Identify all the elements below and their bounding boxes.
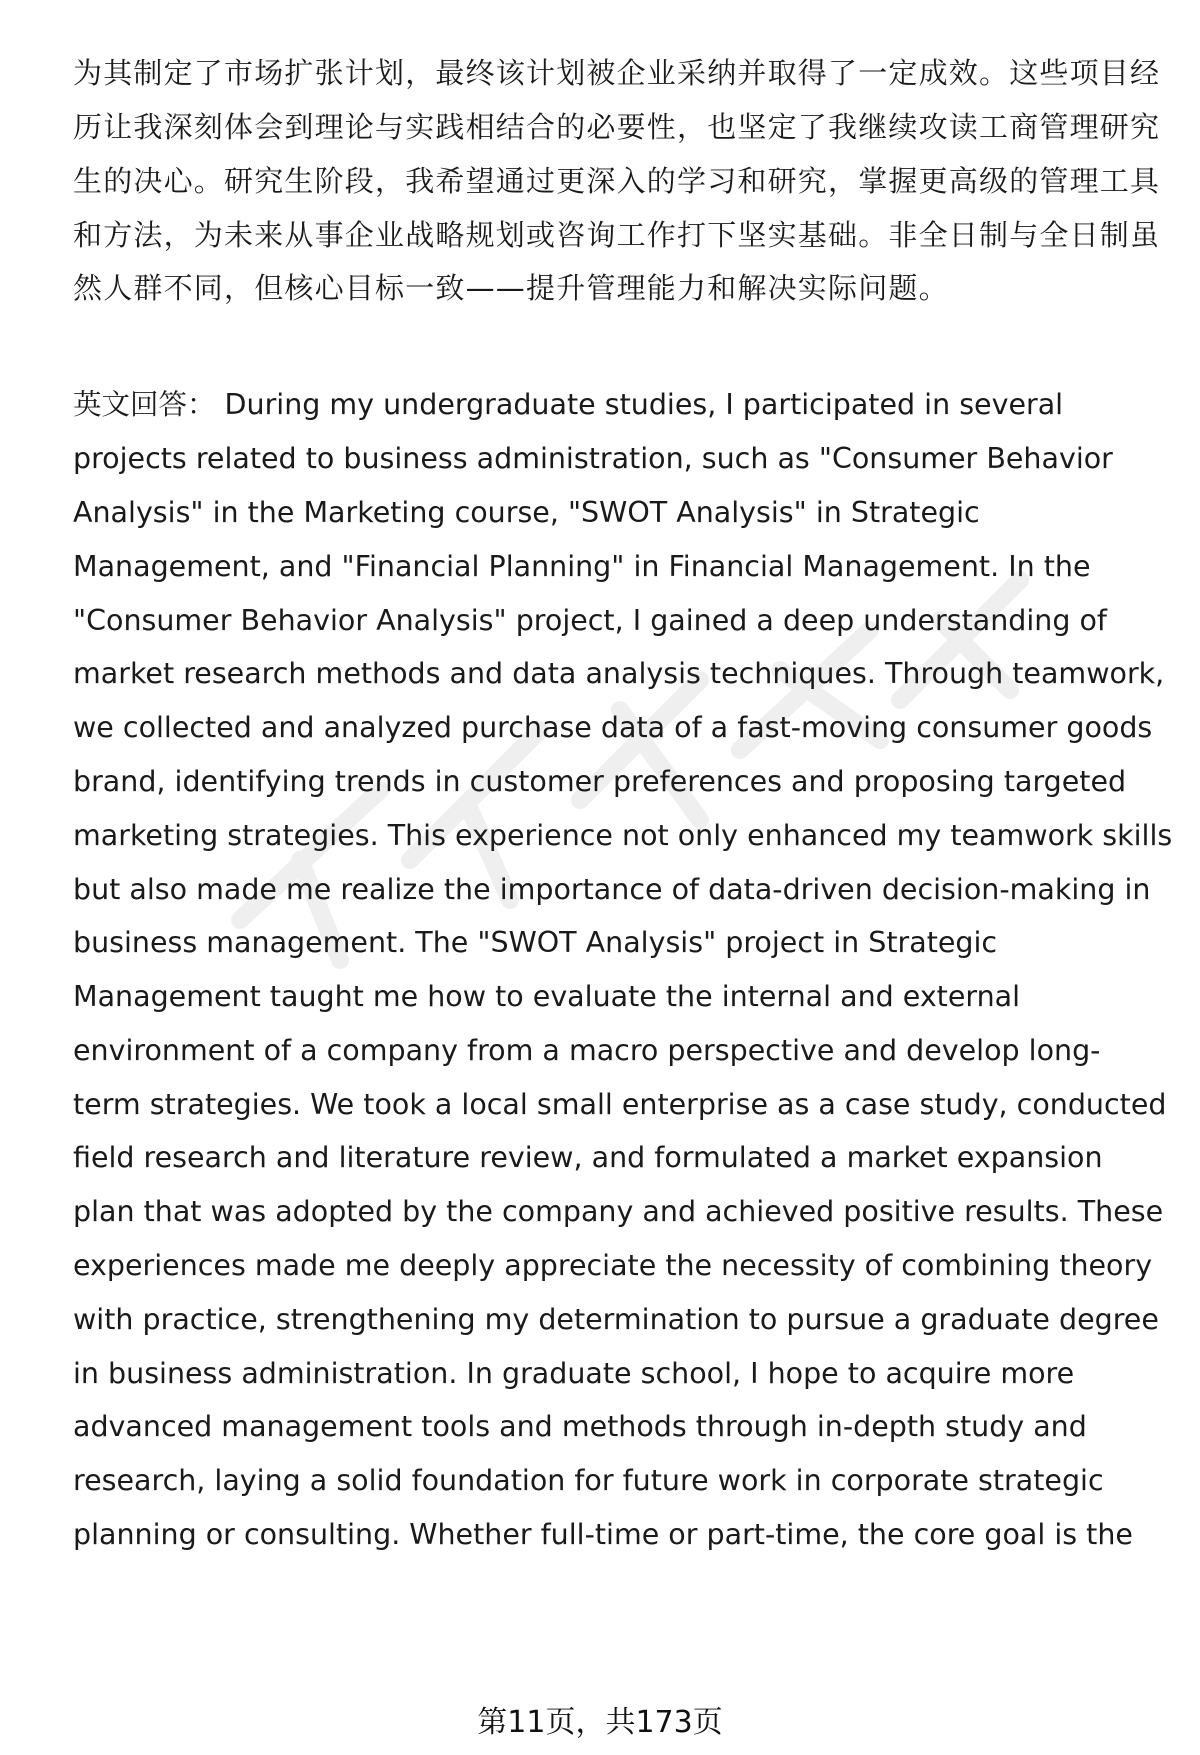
text-line: 和方法，为未来从事企业战略规划或咨询工作打下坚实基础。非全日制与全日制虽	[73, 218, 1161, 252]
text-line: we collected and analyzed purchase data of a fast-moving consumer goods	[73, 711, 1153, 744]
text-line: Management, and "Financial Planning" in Financial Management. In the	[73, 550, 1091, 583]
text-line: Analysis" in the Marketing course, "SWOT Analysis" in Strategic	[73, 496, 980, 529]
text-line: environment of a company from a macro perspective and develop long-	[73, 1034, 1101, 1067]
text-line: advanced management tools and methods through in-depth study and	[73, 1410, 1087, 1443]
text-line: plan that was adopted by the company and achieved positive results. These	[73, 1195, 1164, 1228]
text-line: "Consumer Behavior Analysis" project, I gained a deep understanding of	[73, 604, 1107, 637]
text-line: but also made me realize the importance of data-driven decision-making in	[73, 873, 1151, 906]
text-line: Management taught me how to evaluate the internal and external	[73, 980, 1021, 1013]
text-line: 然人群不同，但核心目标一致——提升管理能力和解决实际问题。	[73, 271, 949, 305]
text-line: in business administration. In graduate school, I hope to acquire more	[73, 1357, 1075, 1390]
text-line: research, laying a solid foundation for future work in corporate strategic	[73, 1464, 1104, 1497]
text-line: 英文回答： During my undergraduate studies, I participated in several	[73, 388, 1064, 421]
text-line: brand, identifying trends in customer preferences and proposing targeted	[73, 765, 1127, 798]
text-line: business management. The "SWOT Analysis" project in Strategic	[73, 926, 998, 959]
text-line: 生的决心。研究生阶段，我希望通过更深入的学习和研究，掌握更高级的管理工具	[73, 164, 1161, 198]
text-line: projects related to business administration, such as "Consumer Behavior	[73, 442, 1113, 475]
text-line: planning or consulting. Whether full-time or part-time, the core goal is the	[73, 1518, 1133, 1551]
page-number: 第11页，共173页	[477, 1705, 723, 1740]
text-line: marketing strategies. This experience not only enhanced my teamwork skills	[73, 819, 1173, 852]
text-line: term strategies. We took a local small enterprise as a case study, conducted	[73, 1088, 1167, 1121]
text-line: with practice, strengthening my determination to pursue a graduate degree	[73, 1303, 1159, 1336]
text-line: experiences made me deeply appreciate the necessity of combining theory	[73, 1249, 1153, 1282]
text-line: 历让我深刻体会到理论与实践相结合的必要性，也坚定了我继续攻读工商管理研究	[73, 110, 1161, 144]
text-line: 为其制定了市场扩张计划，最终该计划被企业采纳并取得了一定成效。这些项目经	[73, 56, 1161, 90]
text-line: market research methods and data analysis techniques. Through teamwork,	[73, 657, 1165, 690]
text-line: field research and literature review, and formulated a market expansion	[73, 1141, 1103, 1174]
